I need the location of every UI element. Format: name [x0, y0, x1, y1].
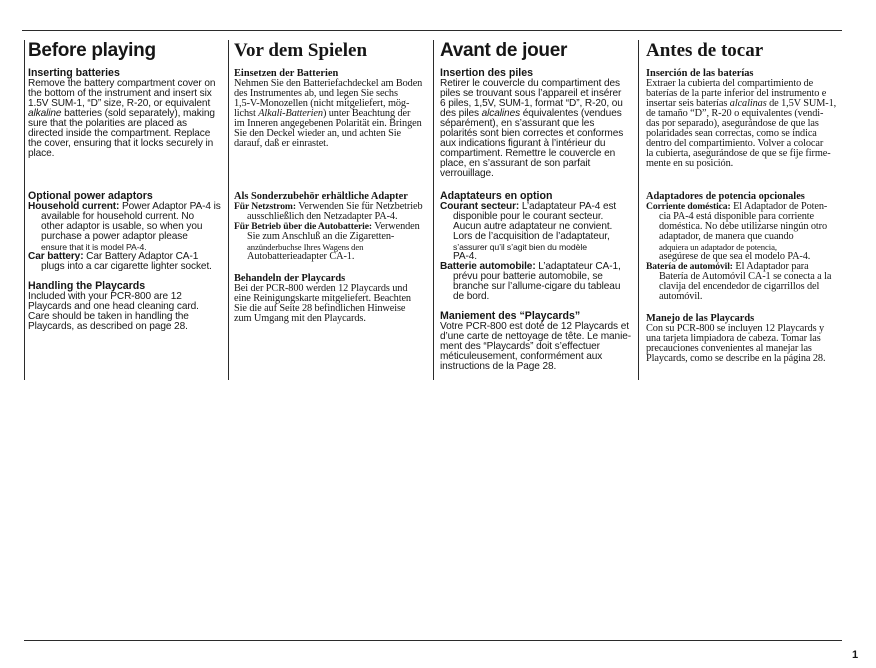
section-body — [646, 202, 844, 302]
text-line: precauciones convenientes al manejar las — [646, 343, 812, 354]
section-body — [440, 322, 638, 372]
section-title: Optional power adaptors — [28, 190, 153, 202]
text-line: des Instrumentes ab, und legen Sie sechs — [234, 88, 398, 99]
text-line: méticuleusement, conformément aux — [440, 351, 603, 362]
section-adaptateurs-en-option — [440, 191, 638, 302]
text-line: 6 piles, 1,5V, SUM-1, format “D”, R-20, ou — [440, 98, 623, 109]
text-line: Playcards and one head cleaning card. — [28, 301, 199, 312]
text-line: ment des “Playcards” doit s’effectuer — [440, 341, 600, 352]
bold-label: Batería de automóvil: — [646, 261, 733, 272]
column-divider — [228, 40, 229, 380]
text-line: disponible pour le courant secteur. — [453, 211, 604, 222]
text-line: instructions de la Page 28. — [440, 361, 557, 372]
section-title: Maniement des “Playcards” — [440, 310, 581, 322]
text-run: L’adaptateur PA-4 est — [519, 201, 617, 212]
text-line: una tarjeta limpiadora de cabeza. Tomar las — [646, 333, 821, 344]
text-line: Batería de Automóvil CA-1 se conecta a la — [659, 271, 832, 282]
text-line: Remove the battery compartment cover on — [28, 78, 216, 89]
text-line: PA-4. — [453, 251, 477, 262]
text-line: other adaptor is usable, so when you — [41, 221, 203, 232]
text-line: la cubierta, asegurándose de que se fije firme- — [646, 148, 831, 159]
text-line: Sie zum Anschluß an die Zigaretten- — [247, 231, 395, 242]
text-line: mente en su posición. — [646, 158, 734, 169]
column-german — [234, 0, 432, 400]
text-line: branche sur l’allume-cigare du tableau — [453, 281, 621, 292]
text-line: sure that the polarities are placed as — [28, 118, 187, 129]
section-insertion-des-piles — [440, 68, 638, 179]
section-optional-power-adaptors — [28, 191, 226, 272]
text-line: asegúrese de que sea el modelo PA-4. — [659, 251, 811, 262]
heading-antes-de-tocar: Antes de tocar — [646, 40, 764, 61]
text-line: Retirer le couvercle du compartiment des — [440, 78, 621, 89]
text-line: available for household current. No — [41, 211, 195, 222]
text-line: automóvil. — [659, 291, 703, 302]
text-line: cia PA-4 está disponible para corriente — [659, 211, 814, 222]
column-divider — [638, 40, 639, 380]
italic-text: alcalines — [481, 108, 521, 119]
text-run: de 1,5V SUM-1, — [766, 98, 837, 109]
section-title: Inserting batteries — [28, 67, 120, 79]
heading-vor-dem-spielen: Vor dem Spielen — [234, 40, 368, 61]
heading-before-playing: Before playing — [28, 40, 156, 61]
text-line: das por separado), asegurándose de que las — [646, 118, 819, 129]
section-body — [646, 324, 844, 364]
text-line: polarités sont bien correctes et conformes — [440, 128, 624, 139]
text-run: insertar seis baterías — [646, 98, 730, 109]
text-line: Votre PCR-800 est doté de 12 Playcards et — [440, 321, 629, 332]
section-insercion-de-las-baterias — [646, 68, 844, 169]
text-line: d’une carte de nettoyage de tête. Le manie- — [440, 331, 631, 342]
text-line: place. — [28, 148, 55, 159]
section-title: Einsetzen der Batterien — [234, 68, 339, 79]
text-line: Extraer la cubierta del compartimiento de — [646, 78, 814, 89]
text-line: Lors de l’acquisition de l’adaptateur, — [453, 231, 610, 242]
text-line: Bei der PCR-800 werden 12 Playcards und — [234, 283, 408, 294]
text-run: El Adaptador de Poten- — [730, 201, 828, 212]
text-line: im Inneren angegebenen Polarität ein. Bringen — [234, 118, 422, 129]
text-line: Sie den Deckel wieder an, und achten Sie — [234, 128, 401, 139]
text-line: Playcards, como se describe en la página 28. — [646, 353, 826, 364]
text-run: Verwenden — [372, 221, 420, 232]
bottom-rule — [24, 640, 842, 641]
text-run: batteries (sold separately), making — [61, 108, 215, 119]
text-line: polaridades sean correctas, como se indica — [646, 128, 817, 139]
section-body — [28, 292, 226, 332]
section-inserting-batteries — [28, 68, 226, 159]
text-line: piles se trouvant sous l’appareil et insérer — [440, 88, 622, 99]
text-line: place, en s’assurant de son parfait — [440, 158, 591, 169]
bold-label: Für Netzstrom: — [234, 201, 296, 212]
section-sonderzubehoer-adapter — [234, 191, 432, 262]
text-line: the cover, ensuring that it locks securely in — [28, 138, 214, 149]
column-french — [440, 0, 638, 400]
text-line: directed inside the compartment. Replace — [28, 128, 211, 139]
section-body — [234, 284, 432, 324]
section-title: Adaptateurs en option — [440, 190, 553, 202]
text-line: Con su PCR-800 se incluyen 12 Playcards y — [646, 323, 825, 334]
section-body — [440, 202, 638, 302]
bold-label: Household current: — [28, 201, 120, 212]
section-body — [28, 79, 226, 159]
text-line: verrouillage. — [440, 168, 494, 179]
section-body — [28, 202, 226, 272]
text-line: adaptador, de manera que cuando — [659, 231, 794, 242]
section-title: Als Sonderzubehör erhältliche Adapter — [234, 191, 408, 202]
text-line: 1,5-V-Monozellen (nicht mitgeliefert, mög- — [234, 98, 410, 109]
bold-label: Batterie automobile: — [440, 261, 536, 272]
section-adaptadores-de-potencia — [646, 191, 844, 302]
text-run: équivalentes (vendues — [520, 108, 622, 119]
section-title: Insertion des piles — [440, 67, 534, 79]
italic-text: Alkali-Batterien — [258, 108, 323, 119]
text-line: prévu pour batterie automobile, se — [453, 271, 603, 282]
section-title: Handling the Playcards — [28, 280, 146, 292]
text-line: aux indications figurant à l’intérieur du — [440, 138, 606, 149]
text-run: L’adaptateur CA-1, — [535, 261, 621, 272]
text-run: Power Adaptor PA-4 is — [119, 201, 221, 212]
text-line: Nehmen Sie den Batteriefachdeckel am Boden — [234, 78, 423, 89]
column-divider — [433, 40, 434, 380]
section-body — [440, 79, 638, 179]
text-line: plugs into a car cigarette lighter socket. — [41, 261, 212, 272]
text-line: de bord. — [453, 291, 490, 302]
small-text: adquiera un adaptador de potencia, — [659, 242, 777, 252]
text-run: ) unter Beachtung der — [322, 108, 411, 119]
text-line: dentro del compartimiento. Volver a colocar — [646, 138, 824, 149]
bold-label: Für Betrieb über die Autobatterie: — [234, 221, 372, 232]
section-title: Inserción de las baterías — [646, 68, 754, 79]
text-line: de tamaño “D”, R-20 o equivalentes (vendi- — [646, 108, 824, 119]
bold-label: Corriente doméstica: — [646, 201, 731, 212]
text-line: ausschließlich den Netzadapter PA-4. — [247, 211, 398, 222]
text-line: Aucun autre adaptateur ne convient. — [453, 221, 613, 232]
column-english — [28, 0, 226, 400]
bold-label: Car battery: — [28, 251, 84, 262]
text-run: des piles — [440, 108, 482, 119]
section-body — [234, 202, 432, 262]
text-line: purchase a power adaptor please — [41, 231, 188, 242]
text-line: darauf, daß er einrastet. — [234, 138, 329, 149]
text-line: eine Reinigungskarte mitgeliefert. Beachten — [234, 293, 411, 304]
section-behandeln-der-playcards — [234, 273, 432, 324]
heading-avant-de-jouer: Avant de jouer — [440, 40, 568, 61]
section-handling-playcards — [28, 281, 226, 332]
text-run: lichst — [234, 108, 259, 119]
text-line: the bottom of the instrument and insert six — [28, 88, 212, 99]
text-line: Autobatterieadapter CA-1. — [247, 251, 355, 262]
text-line: zum Umgang mit den Playcards. — [234, 313, 366, 324]
text-run: Verwenden Sie für Netzbetrieb — [295, 201, 423, 212]
bold-label: Courant secteur: — [440, 201, 520, 212]
text-line: Care should be taken in handling the — [28, 311, 189, 322]
section-body — [234, 79, 432, 149]
text-run: El Adaptador para — [732, 261, 809, 272]
section-title: Manejo de las Playcards — [646, 313, 755, 324]
text-line: Included with your PCR-800 are 12 — [28, 291, 182, 302]
text-line: 1.5V SUM-1, “D” size, R-20, or equivalent — [28, 98, 211, 109]
column-spanish — [646, 0, 844, 400]
small-text: s’assurer qu’il s’agit bien du modèle — [453, 242, 587, 252]
text-line: clavija del encendedor de cigarrillos del — [659, 281, 820, 292]
section-maniement-des-playcards — [440, 311, 638, 372]
section-manejo-de-las-playcards — [646, 313, 844, 364]
italic-text: alkaline — [28, 108, 62, 119]
text-line: séparément), en s’assurant que les — [440, 118, 595, 129]
text-line: Playcards, as described on page 28. — [28, 321, 188, 332]
page-number: 1 — [852, 649, 859, 661]
small-text: ensure that it is model PA-4. — [41, 242, 147, 252]
section-body — [646, 79, 844, 169]
italic-text: alcalinas — [729, 98, 767, 109]
section-einsetzen-der-batterien — [234, 68, 432, 149]
section-title: Behandeln der Playcards — [234, 273, 346, 284]
text-line: doméstica. No debe utilizarse ningún otro — [659, 221, 828, 232]
text-line: baterías de la parte inferior del instrumento e — [646, 88, 827, 99]
small-text: anzünderbuchse Ihres Wagens den — [247, 242, 364, 252]
text-line: Sie die auf Seite 28 befindlichen Hinweise — [234, 303, 406, 314]
text-line: compartiment. Remettre le couvercle en — [440, 148, 616, 159]
text-run: Car Battery Adaptor CA-1 — [83, 251, 199, 262]
section-title: Adaptadores de potencia opcionales — [646, 191, 805, 202]
column-divider-left — [24, 40, 25, 380]
